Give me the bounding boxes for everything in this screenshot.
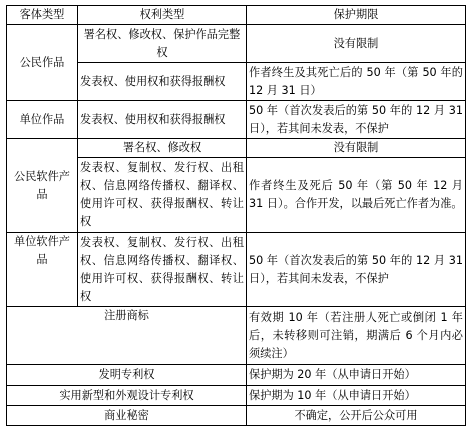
table-row: [7, 307, 466, 365]
period-cell: 保护期为 20 年（从申请日开始）: [247, 365, 466, 386]
period-cell: 50 年（首次发表后的第 50 年的 12 月 31 日），若其间未发表，不保护: [247, 233, 466, 307]
period-cell: 有效期 10 年（若注册人死亡或倒闭 1 年后，未转移则可注销，期满后 6 个月内必须续注）: [247, 307, 466, 365]
rights-cell: 署名权、修改权、保护作品完整权: [78, 25, 247, 63]
period-cell: 没有限制: [247, 25, 466, 63]
table-row: [7, 365, 466, 386]
object-cell: 发明专利权: [7, 365, 247, 386]
rights-cell: 发表权、使用权和获得报酬权: [78, 63, 247, 101]
period-cell: 不确定，公开后公众可用: [247, 406, 466, 426]
period-cell: 作者终生及死后 50 年（第 50 年 12 月 31 日）。合作开发，以最后死亡作者为准。: [247, 158, 466, 233]
header-object-type: 客体类型: [7, 6, 78, 25]
period-cell: 没有限制: [247, 139, 466, 158]
rights-cell: 发表权、复制权、发行权、出租权、信息网络传播权、翻译权、使用许可权、获得报酬权、转让权: [78, 233, 247, 307]
table-row: [7, 101, 466, 139]
rights-cell: 发表权、使用权和获得报酬权: [78, 101, 247, 139]
header-protection-period: 保护期限: [247, 6, 466, 25]
object-cell: 公民软件产品: [7, 139, 78, 233]
table-row: [7, 233, 466, 307]
period-cell: 50 年（首次发表后的第 50 年的 12 月 31 日），若其间未发表，不保护: [247, 101, 466, 139]
table-row: [7, 139, 466, 158]
object-cell: 实用新型和外观设计专利权: [7, 386, 247, 406]
rights-cell: 署名权、修改权: [78, 139, 247, 158]
object-cell: 单位软件产品: [7, 233, 78, 307]
object-cell: 单位作品: [7, 101, 78, 139]
period-cell: 作者终生及其死亡后的 50 年（第 50 年的 12 月 31 日）: [247, 63, 466, 101]
ip-protection-table: [6, 5, 466, 426]
header-right-type: 权利类型: [78, 6, 247, 25]
table-row: [7, 386, 466, 406]
object-cell: 注册商标: [7, 307, 247, 365]
table-row: [7, 25, 466, 63]
object-cell: 商业秘密: [7, 406, 247, 426]
object-cell: 公民作品: [7, 25, 78, 101]
table-row: [7, 406, 466, 426]
header-row: [7, 6, 466, 25]
period-cell: 保护期为 10 年（从申请日开始）: [247, 386, 466, 406]
rights-cell: 发表权、复制权、发行权、出租权、信息网络传播权、翻译权、使用许可权、获得报酬权、转让权: [78, 158, 247, 233]
